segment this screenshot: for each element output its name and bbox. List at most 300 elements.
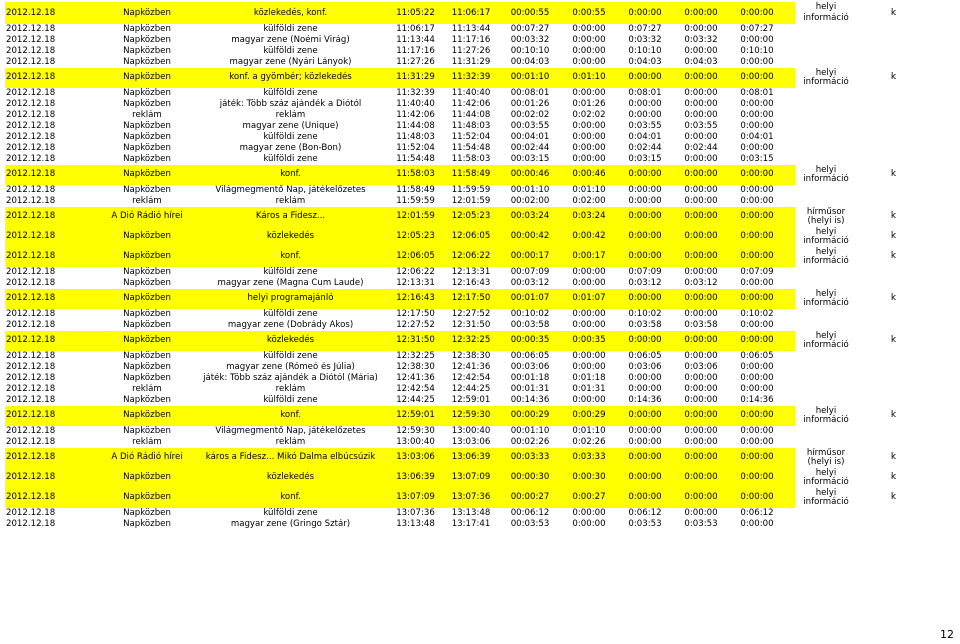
- value-3-cell: 0:00:00: [684, 110, 718, 120]
- value-1-cell: 0:03:33: [561, 448, 617, 468]
- value-3-cell: 0:00:00: [684, 351, 718, 361]
- value-2-cell: 0:00:00: [617, 488, 673, 508]
- value-3-cell: 0:00:00: [684, 154, 718, 164]
- content-cell: reklám: [275, 110, 306, 120]
- note-cell: [795, 196, 857, 207]
- gap-cell: [785, 24, 795, 35]
- content-cell: magyar zene (Bon-Bon): [239, 143, 342, 153]
- duration-cell: 00:03:15: [510, 154, 550, 164]
- start-time-cell: 13:07:36: [396, 508, 435, 518]
- start-time-cell: 13:03:06: [388, 448, 443, 468]
- code-cell: k: [857, 406, 930, 426]
- date-cell: 2012.12.18: [6, 437, 56, 447]
- duration-cell: 00:00:35: [499, 331, 561, 351]
- value-1-cell: 0:03:24: [561, 207, 617, 227]
- value-4-cell: 0:00:00: [729, 406, 785, 426]
- note-cell: helyi információ: [795, 247, 857, 267]
- value-4-cell: 0:08:01: [740, 88, 774, 98]
- value-3-cell: 0:00:00: [684, 196, 718, 206]
- start-time-cell: 11:58:03: [388, 165, 443, 185]
- value-4-cell: 0:00:00: [740, 373, 774, 383]
- value-2-cell: 0:07:09: [628, 267, 662, 277]
- date-cell: 2012.12.18: [5, 331, 101, 351]
- program-cell: Napközben: [123, 320, 171, 330]
- duration-cell: 00:00:55: [499, 2, 561, 24]
- content-cell: magyar zene (Magna Cum Laude): [217, 278, 364, 288]
- value-2-cell: 0:07:27: [628, 24, 662, 34]
- duration-cell: 00:01:31: [510, 384, 550, 394]
- content-cell: konf. a gyömbér; közlekedés: [193, 68, 388, 88]
- gap-cell: [785, 46, 795, 57]
- code-cell: [857, 196, 930, 207]
- start-time-cell: 11:59:59: [396, 196, 435, 206]
- note-cell: [795, 362, 857, 373]
- content-cell: reklám: [275, 196, 306, 206]
- end-time-cell: 12:06:22: [443, 247, 499, 267]
- value-2-cell: 0:00:00: [628, 99, 662, 109]
- date-cell: 2012.12.18: [6, 57, 56, 67]
- gap-cell: [785, 165, 795, 185]
- duration-cell: 00:03:55: [510, 121, 550, 131]
- duration-cell: 00:02:26: [510, 437, 550, 447]
- table-row: [5, 406, 930, 426]
- date-cell: 2012.12.18: [6, 110, 56, 120]
- program-cell: Napközben: [123, 373, 171, 383]
- value-3-cell: 0:03:06: [684, 362, 718, 372]
- start-time-cell: 12:31:50: [388, 331, 443, 351]
- value-2-cell: 0:00:00: [628, 110, 662, 120]
- gap-cell: [785, 68, 795, 88]
- code-cell: [857, 426, 930, 437]
- content-cell: külföldi zene: [263, 88, 318, 98]
- note-cell: helyi információ: [795, 2, 857, 24]
- duration-cell: 00:03:33: [499, 448, 561, 468]
- value-4-cell: 0:00:00: [740, 426, 774, 436]
- gap-cell: [785, 351, 795, 362]
- end-time-cell: 13:07:36: [443, 488, 499, 508]
- value-4-cell: 0:00:00: [729, 68, 785, 88]
- table-row: [5, 99, 930, 110]
- value-4-cell: 0:00:00: [729, 165, 785, 185]
- value-1-cell: 0:01:26: [572, 99, 606, 109]
- table-row: [5, 309, 930, 320]
- value-4-cell: 0:00:00: [740, 110, 774, 120]
- table-row: [5, 2, 930, 24]
- end-time-cell: 13:00:40: [451, 426, 491, 436]
- date-cell: 2012.12.18: [5, 488, 101, 508]
- value-4-cell: 0:00:00: [729, 207, 785, 227]
- value-4-cell: 0:00:00: [740, 35, 774, 45]
- value-2-cell: 0:00:00: [617, 68, 673, 88]
- table-row: [5, 426, 930, 437]
- table-row: [5, 88, 930, 99]
- note-cell: [795, 426, 857, 437]
- value-2-cell: 0:03:06: [628, 362, 662, 372]
- table-row: [5, 331, 930, 351]
- start-time-cell: 11:44:08: [396, 121, 435, 131]
- duration-cell: 00:00:29: [499, 406, 561, 426]
- value-4-cell: 0:07:27: [740, 24, 774, 34]
- gap-cell: [785, 468, 795, 488]
- program-cell: Napközben: [101, 331, 193, 351]
- value-1-cell: 0:01:31: [572, 384, 606, 394]
- table-row: [5, 320, 930, 331]
- code-cell: k: [857, 289, 930, 309]
- value-4-cell: 0:03:15: [740, 154, 774, 164]
- table-row: [5, 132, 930, 143]
- end-time-cell: 11:06:17: [443, 2, 499, 24]
- content-cell: konf.: [193, 406, 388, 426]
- table-row: [5, 196, 930, 207]
- note-cell: [795, 267, 857, 278]
- value-3-cell: 0:03:53: [684, 519, 718, 529]
- program-cell: A Dió Rádió hírei: [101, 448, 193, 468]
- table-row: [5, 185, 930, 196]
- duration-cell: 00:02:00: [510, 196, 550, 206]
- duration-cell: 00:00:30: [499, 468, 561, 488]
- end-time-cell: 12:17:50: [443, 289, 499, 309]
- note-cell: [795, 278, 857, 289]
- end-time-cell: 12:38:30: [451, 351, 491, 361]
- program-cell: Napközben: [101, 227, 193, 247]
- table-row: [5, 488, 930, 508]
- duration-cell: 00:02:44: [510, 143, 550, 153]
- gap-cell: [785, 426, 795, 437]
- start-time-cell: 11:13:44: [396, 35, 435, 45]
- content-cell: reklám: [275, 437, 306, 447]
- value-2-cell: 0:10:02: [628, 309, 662, 319]
- table-row: [5, 110, 930, 121]
- duration-cell: 00:10:10: [510, 46, 550, 56]
- start-time-cell: 11:42:06: [396, 110, 435, 120]
- value-2-cell: 0:00:00: [628, 426, 662, 436]
- note-cell: [795, 143, 857, 154]
- value-3-cell: 0:00:00: [673, 406, 729, 426]
- value-1-cell: 0:00:46: [561, 165, 617, 185]
- start-time-cell: 12:01:59: [388, 207, 443, 227]
- code-cell: [857, 88, 930, 99]
- note-cell: helyi információ: [795, 289, 857, 309]
- value-1-cell: 0:00:00: [572, 362, 606, 372]
- gap-cell: [785, 57, 795, 68]
- value-3-cell: 0:00:00: [684, 88, 718, 98]
- content-cell: magyar zene (Noémi Virág): [231, 35, 350, 45]
- date-cell: 2012.12.18: [5, 207, 101, 227]
- duration-cell: 00:08:01: [510, 88, 550, 98]
- gap-cell: [785, 207, 795, 227]
- duration-cell: 00:01:10: [499, 68, 561, 88]
- value-4-cell: 0:04:01: [740, 132, 774, 142]
- date-cell: 2012.12.18: [5, 68, 101, 88]
- value-4-cell: 0:00:00: [740, 185, 774, 195]
- code-cell: [857, 278, 930, 289]
- end-time-cell: 11:40:40: [451, 88, 491, 98]
- value-4-cell: 0:00:00: [729, 2, 785, 24]
- duration-cell: 00:01:10: [510, 185, 550, 195]
- table-row: [5, 121, 930, 132]
- program-cell: Napközben: [123, 121, 171, 131]
- gap-cell: [785, 227, 795, 247]
- table-row: [5, 207, 930, 227]
- gap-cell: [785, 247, 795, 267]
- content-cell: Világmegmentő Nap, játékelőzetes: [215, 426, 366, 436]
- table-row: [5, 267, 930, 278]
- duration-cell: 00:06:12: [510, 508, 550, 518]
- value-3-cell: 0:00:00: [684, 267, 718, 277]
- end-time-cell: 11:17:16: [451, 35, 491, 45]
- value-2-cell: 0:03:53: [628, 519, 662, 529]
- content-cell: közlekedés, konf.: [193, 2, 388, 24]
- code-cell: [857, 373, 930, 384]
- value-2-cell: 0:02:44: [628, 143, 662, 153]
- content-cell: Káros a Fidesz...: [193, 207, 388, 227]
- date-cell: 2012.12.18: [5, 289, 101, 309]
- date-cell: 2012.12.18: [6, 373, 56, 383]
- code-cell: [857, 320, 930, 331]
- duration-cell: 00:00:46: [499, 165, 561, 185]
- value-3-cell: 0:00:00: [673, 468, 729, 488]
- gap-cell: [785, 406, 795, 426]
- date-cell: 2012.12.18: [6, 35, 56, 45]
- value-3-cell: 0:00:00: [673, 68, 729, 88]
- value-3-cell: 0:00:00: [684, 46, 718, 56]
- program-cell: reklám: [132, 110, 162, 120]
- start-time-cell: 11:54:48: [396, 154, 435, 164]
- value-1-cell: 0:02:02: [572, 110, 606, 120]
- end-time-cell: 13:03:06: [451, 437, 491, 447]
- duration-cell: 00:03:24: [499, 207, 561, 227]
- value-3-cell: 0:00:00: [673, 448, 729, 468]
- end-time-cell: 12:01:59: [451, 196, 491, 206]
- code-cell: [857, 57, 930, 68]
- note-cell: helyi információ: [795, 488, 857, 508]
- program-cell: Napközben: [123, 99, 171, 109]
- code-cell: [857, 351, 930, 362]
- value-2-cell: 0:03:58: [628, 320, 662, 330]
- value-3-cell: 0:00:00: [673, 227, 729, 247]
- program-cell: Napközben: [123, 154, 171, 164]
- program-cell: reklám: [132, 437, 162, 447]
- date-cell: 2012.12.18: [6, 426, 56, 436]
- value-2-cell: 0:00:00: [617, 448, 673, 468]
- content-cell: külföldi zene: [263, 309, 318, 319]
- end-time-cell: 12:59:30: [443, 406, 499, 426]
- value-4-cell: 0:00:00: [729, 448, 785, 468]
- value-4-cell: 0:00:00: [729, 289, 785, 309]
- content-cell: külföldi zene: [263, 267, 318, 277]
- end-time-cell: 11:27:26: [451, 46, 491, 56]
- value-1-cell: 0:00:00: [572, 132, 606, 142]
- value-2-cell: 0:00:00: [628, 373, 662, 383]
- code-cell: [857, 99, 930, 110]
- note-cell: [795, 46, 857, 57]
- note-cell: helyi információ: [795, 165, 857, 185]
- note-cell: [795, 24, 857, 35]
- code-cell: [857, 154, 930, 165]
- start-time-cell: 11:05:22: [388, 2, 443, 24]
- value-2-cell: 0:06:05: [628, 351, 662, 361]
- value-3-cell: 0:00:00: [684, 426, 718, 436]
- table-row: [5, 143, 930, 154]
- value-4-cell: 0:00:00: [740, 384, 774, 394]
- program-cell: Napközben: [123, 267, 171, 277]
- broadcast-log-table: [5, 2, 930, 530]
- code-cell: [857, 121, 930, 132]
- program-cell: reklám: [132, 384, 162, 394]
- code-cell: [857, 395, 930, 406]
- gap-cell: [785, 309, 795, 320]
- content-cell: reklám: [275, 384, 306, 394]
- end-time-cell: 11:42:06: [451, 99, 491, 109]
- value-1-cell: 0:00:00: [572, 46, 606, 56]
- value-2-cell: 0:00:00: [628, 185, 662, 195]
- program-cell: Napközben: [123, 426, 171, 436]
- content-cell: Világmegmentő Nap, játékelőzetes: [215, 185, 366, 195]
- end-time-cell: 11:13:44: [451, 24, 491, 34]
- gap-cell: [785, 278, 795, 289]
- note-cell: helyi információ: [795, 68, 857, 88]
- table-row: [5, 373, 930, 384]
- date-cell: 2012.12.18: [6, 362, 56, 372]
- value-2-cell: 0:00:00: [617, 207, 673, 227]
- date-cell: 2012.12.18: [5, 247, 101, 267]
- end-time-cell: 13:07:09: [443, 468, 499, 488]
- date-cell: 2012.12.18: [5, 448, 101, 468]
- value-4-cell: 0:00:00: [740, 362, 774, 372]
- gap-cell: [785, 373, 795, 384]
- note-cell: [795, 88, 857, 99]
- gap-cell: [785, 121, 795, 132]
- duration-cell: 00:04:01: [510, 132, 550, 142]
- duration-cell: 00:00:17: [499, 247, 561, 267]
- value-2-cell: 0:00:00: [617, 227, 673, 247]
- table-row: [5, 289, 930, 309]
- date-cell: 2012.12.18: [5, 468, 101, 488]
- code-cell: [857, 132, 930, 143]
- end-time-cell: 13:06:39: [443, 448, 499, 468]
- date-cell: 2012.12.18: [6, 267, 56, 277]
- value-2-cell: 0:03:32: [628, 35, 662, 45]
- date-cell: 2012.12.18: [6, 508, 56, 518]
- value-1-cell: 0:00:00: [572, 154, 606, 164]
- duration-cell: 00:03:06: [510, 362, 550, 372]
- note-cell: [795, 57, 857, 68]
- start-time-cell: 12:32:25: [396, 351, 435, 361]
- gap-cell: [785, 289, 795, 309]
- program-cell: Napközben: [101, 68, 193, 88]
- code-cell: [857, 185, 930, 196]
- date-cell: 2012.12.18: [6, 185, 56, 195]
- note-cell: helyi információ: [795, 406, 857, 426]
- program-cell: Napközben: [123, 35, 171, 45]
- value-1-cell: 0:00:27: [561, 488, 617, 508]
- duration-cell: 00:06:05: [510, 351, 550, 361]
- value-2-cell: 0:08:01: [628, 88, 662, 98]
- gap-cell: [785, 143, 795, 154]
- end-time-cell: 12:41:36: [451, 362, 491, 372]
- duration-cell: 00:10:02: [510, 309, 550, 319]
- duration-cell: 00:02:02: [510, 110, 550, 120]
- content-cell: közlekedés: [193, 468, 388, 488]
- table-row: [5, 154, 930, 165]
- start-time-cell: 12:06:22: [396, 267, 435, 277]
- start-time-cell: 12:59:01: [388, 406, 443, 426]
- code-cell: [857, 384, 930, 395]
- date-cell: 2012.12.18: [5, 227, 101, 247]
- note-cell: [795, 154, 857, 165]
- end-time-cell: 11:32:39: [443, 68, 499, 88]
- log-body: [5, 2, 930, 530]
- value-1-cell: 0:00:35: [561, 331, 617, 351]
- value-4-cell: 0:00:00: [740, 57, 774, 67]
- content-cell: külföldi zene: [263, 46, 318, 56]
- program-cell: Napközben: [101, 406, 193, 426]
- program-cell: Napközben: [123, 351, 171, 361]
- end-time-cell: 12:42:54: [451, 373, 491, 383]
- start-time-cell: 12:41:36: [396, 373, 435, 383]
- code-cell: k: [857, 247, 930, 267]
- table-row: [5, 68, 930, 88]
- code-cell: k: [857, 68, 930, 88]
- duration-cell: 00:14:36: [510, 395, 550, 405]
- value-3-cell: 0:00:00: [673, 331, 729, 351]
- program-cell: Napközben: [101, 247, 193, 267]
- date-cell: 2012.12.18: [6, 395, 56, 405]
- note-cell: [795, 110, 857, 121]
- duration-cell: 00:04:03: [510, 57, 550, 67]
- program-cell: Napközben: [101, 2, 193, 24]
- code-cell: k: [857, 468, 930, 488]
- value-2-cell: 0:00:00: [628, 384, 662, 394]
- date-cell: 2012.12.18: [6, 351, 56, 361]
- value-3-cell: 0:04:03: [684, 57, 718, 67]
- code-cell: [857, 508, 930, 519]
- code-cell: [857, 362, 930, 373]
- start-time-cell: 13:07:09: [388, 488, 443, 508]
- value-4-cell: 0:00:00: [740, 320, 774, 330]
- gap-cell: [785, 437, 795, 448]
- content-cell: játék: Több száz ajándék a Diótól: [219, 99, 362, 109]
- value-4-cell: 0:00:00: [729, 227, 785, 247]
- start-time-cell: 12:06:05: [388, 247, 443, 267]
- gap-cell: [785, 362, 795, 373]
- code-cell: [857, 437, 930, 448]
- start-time-cell: 11:31:29: [388, 68, 443, 88]
- code-cell: k: [857, 448, 930, 468]
- end-time-cell: 12:13:31: [451, 267, 491, 277]
- content-cell: külföldi zene: [263, 154, 318, 164]
- value-2-cell: 0:00:00: [617, 2, 673, 24]
- end-time-cell: 13:17:41: [451, 519, 491, 529]
- value-3-cell: 0:00:00: [673, 207, 729, 227]
- code-cell: [857, 46, 930, 57]
- end-time-cell: 12:31:50: [451, 320, 491, 330]
- value-4-cell: 0:00:00: [740, 99, 774, 109]
- value-1-cell: 0:00:29: [561, 406, 617, 426]
- start-time-cell: 11:32:39: [396, 88, 435, 98]
- program-cell: Napközben: [123, 185, 171, 195]
- value-3-cell: 0:03:12: [684, 278, 718, 288]
- end-time-cell: 12:32:25: [443, 331, 499, 351]
- note-cell: hírműsor (helyi is): [795, 448, 857, 468]
- end-time-cell: 12:05:23: [443, 207, 499, 227]
- start-time-cell: 11:06:17: [396, 24, 435, 34]
- gap-cell: [785, 331, 795, 351]
- code-cell: [857, 309, 930, 320]
- gap-cell: [785, 395, 795, 406]
- value-1-cell: 0:00:00: [572, 278, 606, 288]
- note-cell: [795, 35, 857, 46]
